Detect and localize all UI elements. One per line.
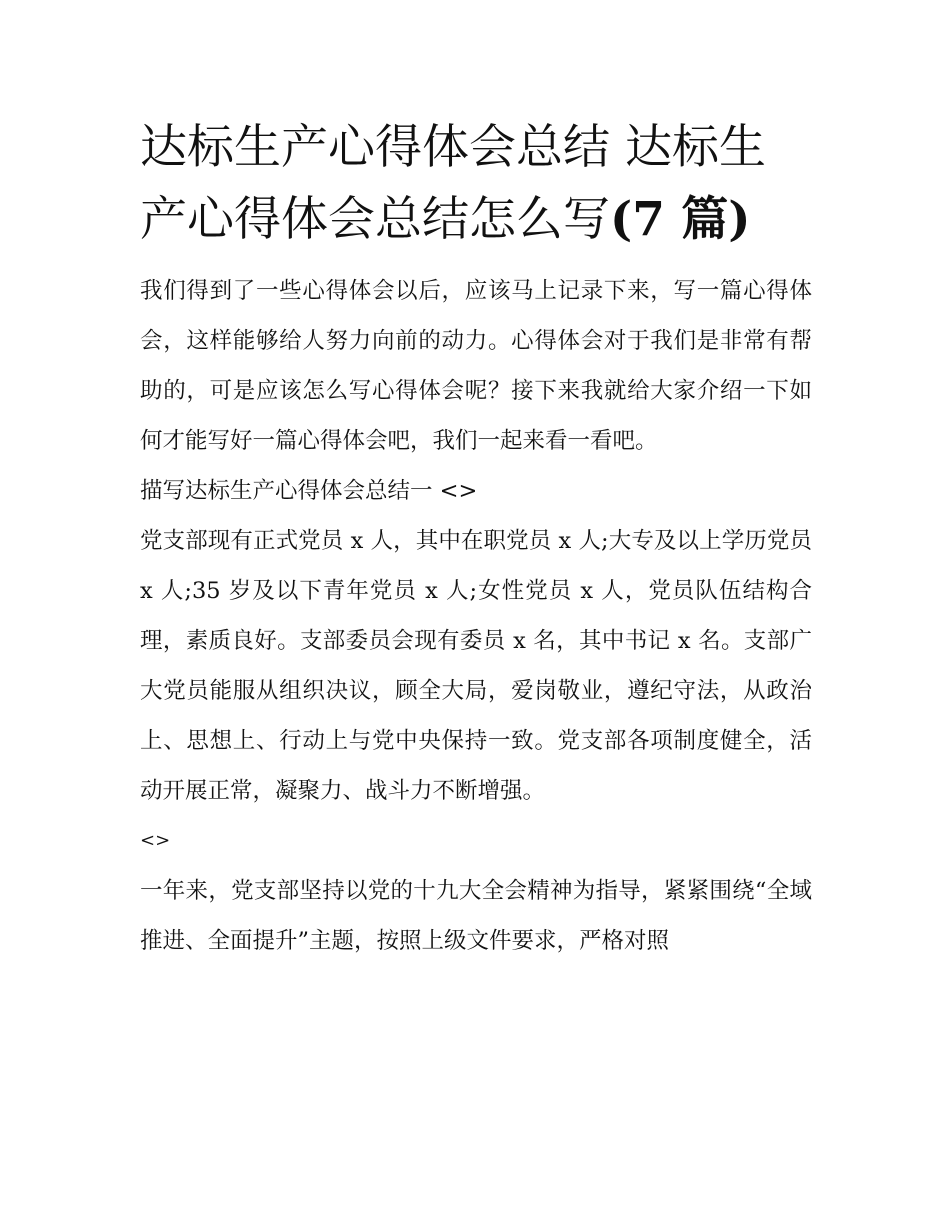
document-body [140,112,812,966]
document-title [140,112,812,256]
intro-paragraph: 我们得到了一些心得体会以后，应该马上记录下来，写一篇心得体会，这样能够给人努力向前的动力。心得体会对于我们是非常有帮助的，可是应该怎么写心得体会呢？接下来我就给大家介绍一下如何才能写好一篇心得体会吧，我们一起来看一看吧。 [140,278,812,454]
title-line-1: 达标生产心得体会总结 达标生 [140,120,766,175]
title-line-2: 产心得体会总结怎么写 [140,192,610,247]
body-paragraph: 一年来，党支部坚持以党的十九大全会精神为指导，紧紧围绕“全域推进、全面提升”主题，按照上级文件要求，严格对照 [140,878,812,954]
section-heading: 描写达标生产心得体会总结一 <> [140,478,478,504]
title-article-count: (7 篇) [610,192,751,247]
body-paragraph: 党支部现有正式党员 x 人，其中在职党员 x 人;大专及以上学历党员 x 人;35 岁及以下青年党员 x 人;女性党员 x 人，党员队伍结构合理，素质良好。支部委员会现有委员 x 名，其中书记 x 名。支部广大党员能服从组织决议，顾全大局，爱岗敬业，遵纪守法，从政治上、思想上、行动上与党中央保持一致。党支部各项制度健全，活动开展正常，凝聚力、战斗力不断增强。 [140,528,812,804]
placeholder-marker: <> [140,830,171,851]
